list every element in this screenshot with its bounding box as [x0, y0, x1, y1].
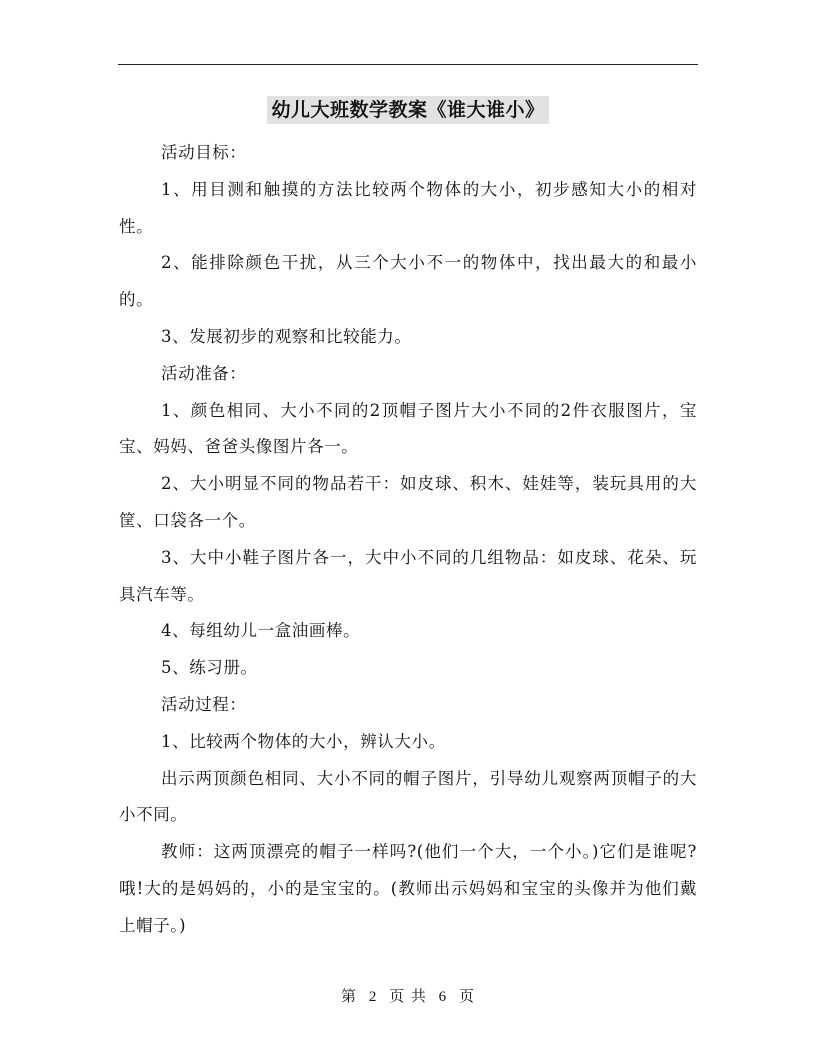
- document-title: 幼儿大班数学教案《谁大谁小》: [267, 96, 548, 124]
- paragraph: 1、颜色相同、大小不同的2顶帽子图片大小不同的2件衣服图片，宝宝、妈妈、爸爸头像图片各一。: [119, 400, 697, 457]
- paragraph: 出示两顶颜色相同、大小不同的帽子图片，引导幼儿观察两顶帽子的大小不同。: [119, 768, 697, 825]
- current-page-number: 2: [368, 989, 378, 1005]
- paragraph: 2、大小明显不同的物品若干：如皮球、积木、娃娃等，装玩具用的大筐、口袋各一个。: [119, 474, 697, 530]
- footer-prefix: 第: [341, 987, 358, 1005]
- paragraph: 4、每组幼儿一盒油画棒。: [161, 621, 361, 641]
- paragraph: 活动目标：: [161, 143, 247, 162]
- paragraph: 3、大中小鞋子图片各一，大中小不同的几组物品：如皮球、花朵、玩具汽车等。: [119, 547, 697, 604]
- total-pages-number: 6: [438, 989, 448, 1005]
- paragraph: 1、比较两个物体的大小，辨认大小。: [161, 731, 446, 751]
- footer-middle: 页 共: [389, 987, 427, 1005]
- footer-suffix: 页: [458, 987, 475, 1005]
- title-container: [118, 96, 698, 124]
- paragraph: 3、发展初步的观察和比较能力。: [161, 326, 412, 346]
- header-rule: [118, 64, 698, 65]
- paragraph: 教师：这两顶漂亮的帽子一样吗?(他们一个大，一个小。)它们是谁呢?哦!大的是妈妈的，小的是宝宝的。(教师出示妈妈和宝宝的头像并为他们戴上帽子。): [119, 842, 697, 935]
- paragraph: 活动过程：: [161, 694, 247, 714]
- page-footer: [0, 985, 816, 1008]
- paragraph: 活动准备：: [161, 363, 247, 383]
- paragraph: 5、练习册。: [161, 658, 258, 678]
- document-body: [119, 135, 697, 945]
- paragraph: 2、能排除颜色干扰，从三个大小不一的物体中，找出最大的和最小的。: [119, 253, 697, 310]
- paragraph: 1、用目测和触摸的方法比较两个物体的大小，初步感知大小的相对性。: [119, 179, 697, 236]
